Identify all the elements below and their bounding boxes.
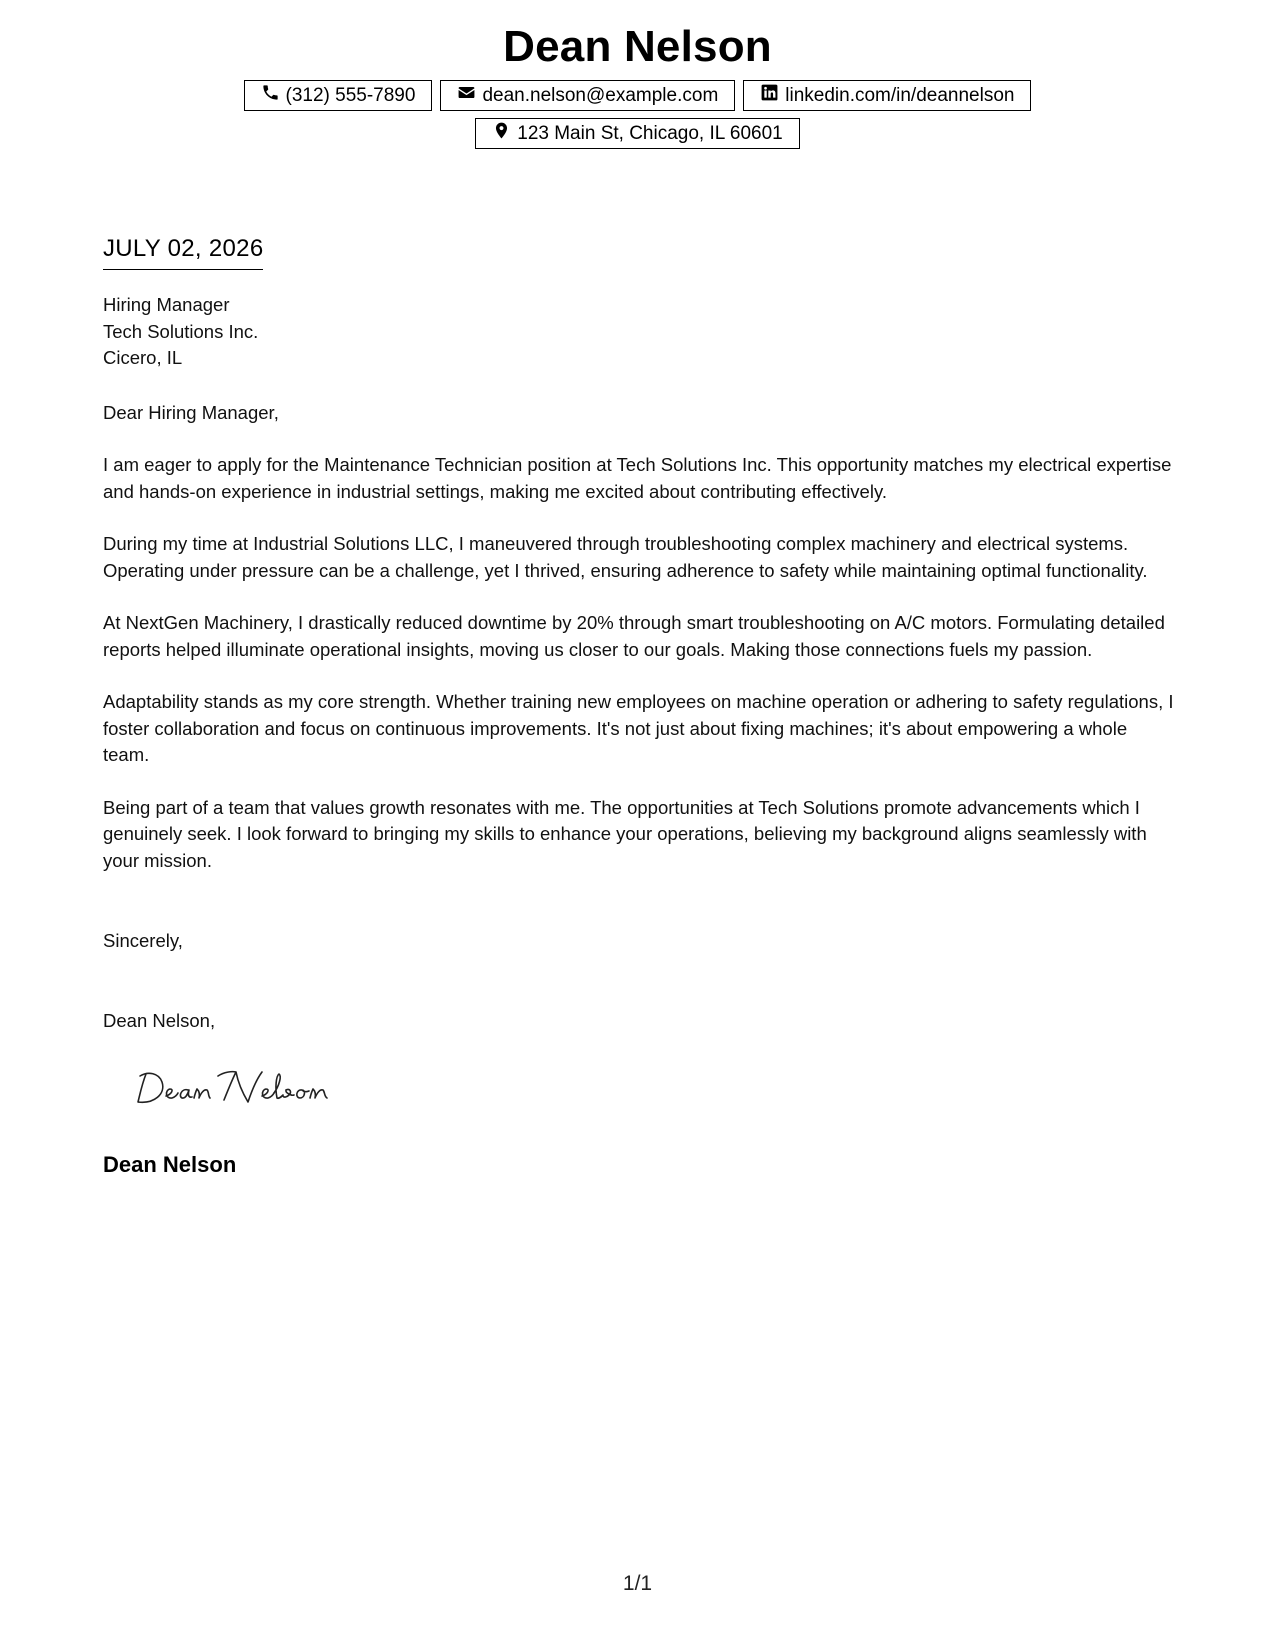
recipient-title: Hiring Manager: [103, 294, 230, 315]
phone-chip[interactable]: [244, 80, 433, 111]
contact-row-primary: [0, 80, 1275, 111]
recipient-location: Cicero, IL: [103, 347, 183, 368]
envelope-icon: [457, 83, 476, 108]
body-paragraph-4: Adaptability stands as my core strength. Whether training new employees on machine operation or adhering to safety regulations, I foster collaboration and focus on continuous improvements. It's not just about fixing machines; it's about empowering a whole team.: [103, 691, 1174, 765]
page-indicator: 1/1: [622, 1572, 653, 1595]
applicant-name: Dean Nelson: [503, 22, 772, 71]
body-paragraph-1: I am eager to apply for the Maintenance Technician position at Tech Solutions Inc. This opportunity matches my electrical expertise and hands-on experience in industrial settings, making me excited about contributing effectively.: [103, 454, 1172, 502]
map-marker-icon: [492, 121, 511, 146]
phone-icon: [261, 83, 280, 108]
contact-row-secondary: [0, 118, 1275, 149]
salutation: Dear Hiring Manager,: [103, 402, 279, 423]
linkedin-text: linkedin.com/in/deannelson: [785, 84, 1015, 106]
handwritten-signature: [132, 1062, 342, 1110]
body-paragraph-3: At NextGen Machinery, I drastically reduced downtime by 20% through smart troubleshooting on A/C motors. Formulating detailed reports helped illuminate operational insights, moving us closer to our goals. Making those connections fuels my passion.: [103, 612, 1165, 660]
linkedin-icon: [760, 83, 779, 108]
address-text: 123 Main St, Chicago, IL 60601: [517, 122, 783, 144]
recipient-block: [103, 292, 1178, 372]
email-chip[interactable]: [440, 80, 735, 111]
letter-date: JULY 02, 2026: [103, 235, 263, 270]
address-chip[interactable]: [475, 118, 799, 149]
phone-text: (312) 555-7890: [285, 84, 416, 106]
closing-name: Dean Nelson,: [103, 1010, 216, 1031]
linkedin-chip[interactable]: [743, 80, 1031, 111]
closing: Sincerely,: [103, 930, 183, 951]
letter-body: [103, 452, 1178, 900]
email-text: dean.nelson@example.com: [482, 84, 719, 106]
body-paragraph-2: During my time at Industrial Solutions LLC, I maneuvered through troubleshooting complex machinery and electrical systems. Operating under pressure can be a challenge, yet I thrived, ensuring adherence to safety while maintaining optimal functionality.: [103, 533, 1148, 581]
recipient-company: Tech Solutions Inc.: [103, 320, 259, 342]
body-paragraph-5: Being part of a team that values growth resonates with me. The opportunities at Tech Solutions promote advancements which I genuinely seek. I look forward to bringing my skills to enhance your operations, believing my background aligns seamlessly with your mission.: [103, 796, 1147, 871]
printed-name: Dean Nelson: [103, 1152, 237, 1177]
